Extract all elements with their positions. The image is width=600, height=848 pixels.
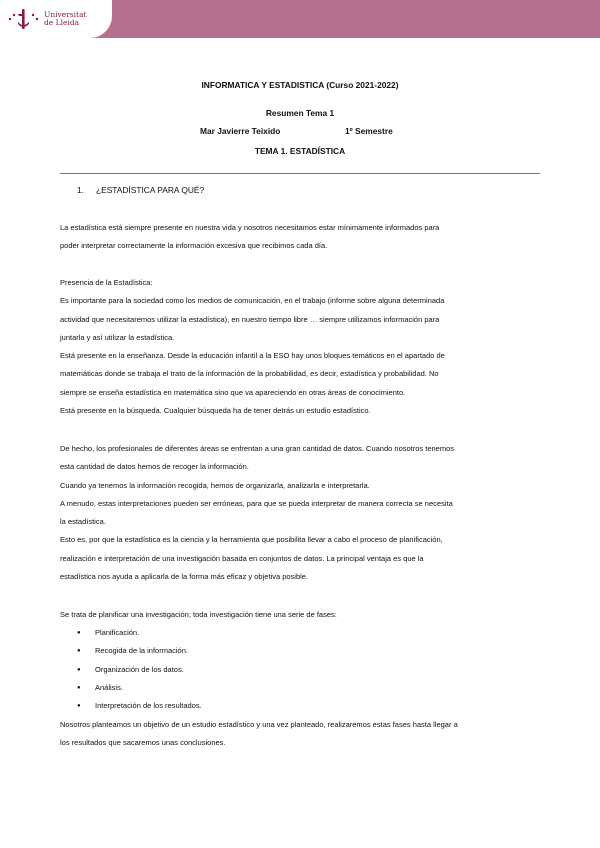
paragraph-intro: [60, 219, 540, 256]
text-line: Esto es, por que la estadística es la ciencia y la herramienta que posibilita llevar a cabo el proceso de planificación,: [60, 535, 443, 545]
text-line: La estadística está siempre presente en nuestra vida y nosotros necesitamos estar mínimamente informados para: [60, 223, 440, 232]
section-number: 1.: [77, 185, 84, 195]
section-heading: [77, 185, 204, 195]
text-line: Está presente en la búsqueda. Cualquier búsqueda ha de tener detrás un estudio estadístico.: [60, 406, 371, 416]
text-line: Cuando ya tenemos la información recogida, hemos de organizarla, analizarla e interpretarla.: [60, 480, 370, 490]
text-line: poder interpretar correctamente la información excesiva que recibimos cada día.: [60, 241, 328, 251]
logo-area: [0, 0, 112, 38]
text-line: Está presente en la enseñanza. Desde la educación infantil a la ESO hay unos bloques temáticos en el apartado de: [60, 351, 445, 361]
text-line: estadística nos ayuda a aplicarla de la forma más eficaz y objetiva posible.: [60, 572, 309, 582]
text-line: Se trata de planificar una investigación; toda investigación tiene una serie de fases:: [60, 610, 337, 619]
list-item: ● Recogida de la información.: [77, 642, 202, 660]
semester: 1º Semestre: [345, 126, 393, 136]
text-line: realización e interpretación de una investigación basada en conjuntos de datos. La principal ventaja es que la: [60, 553, 424, 563]
text-line: Nosotros planteamos un objetivo de un estudio estadístico y una vez planteado, realizaremos estas fases hasta llegar a: [60, 720, 458, 729]
paragraph-heading: Presencia de la Estadística:: [60, 278, 153, 287]
document-title: INFORMATICA Y ESTADISTICA (Curso 2021-2022): [201, 80, 399, 90]
list-item: ● Planificación.: [77, 624, 202, 642]
text-line: A menudo, estas interpretaciones pueden ser erróneas, para que se pueda interpretar de manera correcta se necesita: [60, 498, 453, 508]
paragraph-presence: [60, 274, 540, 420]
document-subtitle: Resumen Tema 1: [265, 108, 335, 118]
list-item: ● Análisis.: [77, 679, 202, 697]
text-line: juntarla y así utilizar la estadística.: [60, 332, 175, 342]
logo-text: Universitat de Lleida: [44, 10, 87, 27]
phases-list: [77, 624, 202, 715]
topic-title: TEMA 1. ESTADÍSTICA: [254, 146, 346, 156]
phases-intro: [60, 606, 540, 624]
university-emblem-icon: [6, 6, 42, 32]
list-item: ● Organización de los datos.: [77, 661, 202, 679]
text-line: actividad que necesitaremos utilizar la estadística), en nuestro tiempo libre … siempre utilizamos información para: [60, 314, 440, 324]
header-bar: [0, 0, 600, 38]
text-line: Es importante para la sociedad como los medios de comunicación, en el trabajo (informe sobre alguna determinada: [60, 296, 445, 306]
university-logo: [6, 6, 106, 32]
paragraph-professionals: [60, 440, 540, 586]
text-line: matemáticas donde se trabaja el trato de la información de la probabilidad, es decir, estadística y probabilidad. No: [60, 369, 439, 379]
text-line: los resultados que sacaremos unas conclusiones.: [60, 738, 226, 748]
section-title: ¿ESTADÍSTICA PARA QUÉ?: [96, 185, 205, 195]
paragraph-conclusion: [60, 716, 540, 753]
text-line: De hecho, los profesionales de diferentes áreas se enfrentan a una gran cantidad de datos. Cuando nosotros tenemos: [60, 444, 455, 453]
author-name: Mar Javierre Teixido: [200, 126, 281, 136]
text-line: siempre se enseña estadística en matemática sino que va apareciendo en otras áreas de conocimiento.: [60, 387, 406, 397]
text-line: esta cantidad de datos hemos de recoger la información.: [60, 462, 249, 472]
list-item: ● Interpretación de los resultados.: [77, 697, 202, 715]
divider: [60, 173, 540, 174]
text-line: la estadística.: [60, 517, 106, 527]
